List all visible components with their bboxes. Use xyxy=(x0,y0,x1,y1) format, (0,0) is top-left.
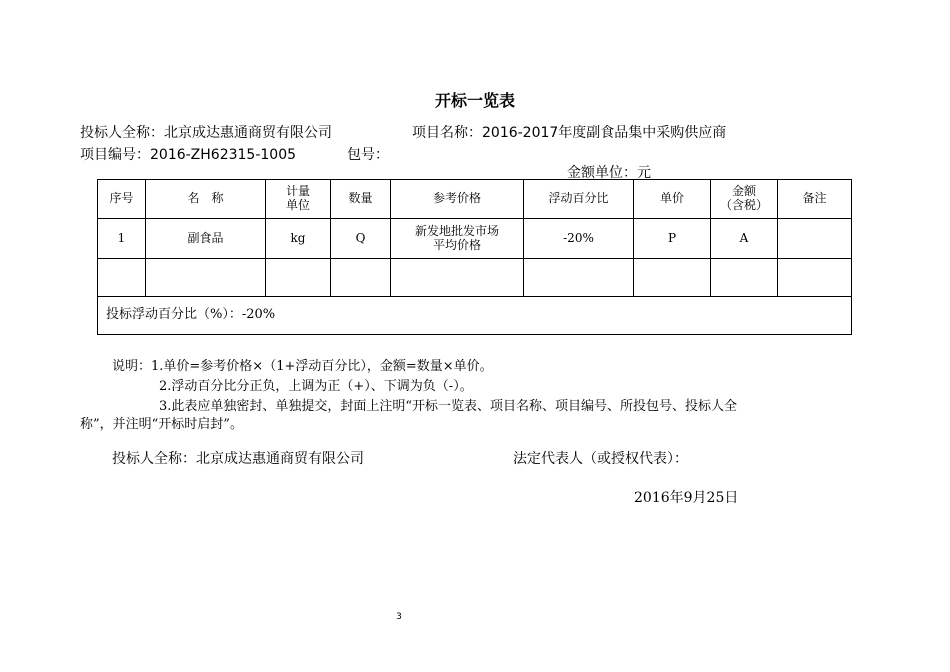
note-line-4: 称”，并注明“开标时启封”。 xyxy=(80,417,243,432)
table-header-row xyxy=(98,180,852,219)
footer-representative: 法定代表人（或授权代表）： xyxy=(513,451,688,467)
page-title: 开标一览表 xyxy=(434,91,515,110)
note-line-3: 3.此表应单独密封、单独提交，封面上注明“开标一览表、项目名称、项目编号、所投包号、投标人全 xyxy=(159,399,738,414)
table-cell: 1 xyxy=(98,219,146,259)
float-percentage-summary: 投标浮动百分比（%）：-20% xyxy=(98,297,852,335)
table-cell xyxy=(266,259,331,297)
note-line-1: 说明：1.单价=参考价格×（1+浮动百分比），金额=数量×单价。 xyxy=(112,359,493,374)
header-cell: 参考价格 xyxy=(391,180,524,219)
header-cell: 计量 单位 xyxy=(266,180,331,219)
table-cell: 新发地批发市场 平均价格 xyxy=(391,219,524,259)
table-cell: A xyxy=(711,219,778,259)
bidder-name: 投标人全称：北京成达惠通商贸有限公司 xyxy=(80,125,332,141)
header-cell: 序号 xyxy=(98,180,146,219)
header-cell: 名 称 xyxy=(146,180,266,219)
table-cell xyxy=(711,259,778,297)
table-row xyxy=(98,259,852,297)
note-line-2: 2.浮动百分比分正负，上调为正（+）、下调为负（-）。 xyxy=(159,379,473,394)
table-cell xyxy=(778,219,852,259)
table-cell: P xyxy=(634,219,711,259)
package-number: 包号： xyxy=(347,147,389,163)
header-cell: 备注 xyxy=(778,180,852,219)
signing-date: 2016年9月25日 xyxy=(634,490,739,506)
summary-row xyxy=(98,297,852,335)
table-cell: -20% xyxy=(524,219,634,259)
header-cell: 单价 xyxy=(634,180,711,219)
bid-summary-table xyxy=(97,179,852,335)
header-cell: 数量 xyxy=(331,180,391,219)
table-cell xyxy=(331,259,391,297)
project-number: 项目编号：2016-ZH62315-1005 xyxy=(80,147,297,163)
table-cell: Q xyxy=(331,219,391,259)
table-cell: 副食品 xyxy=(146,219,266,259)
table-cell xyxy=(634,259,711,297)
table-cell xyxy=(524,259,634,297)
table-cell xyxy=(98,259,146,297)
table-cell: kg xyxy=(266,219,331,259)
footer-bidder: 投标人全称：北京成达惠通商贸有限公司 xyxy=(112,451,364,467)
project-name: 项目名称：2016-2017年度副食品集中采购供应商 xyxy=(412,125,727,141)
currency-unit: 金额单位：元 xyxy=(567,165,651,181)
page-number: 3 xyxy=(396,612,402,622)
table-row xyxy=(98,219,852,259)
table-cell xyxy=(391,259,524,297)
table-cell xyxy=(778,259,852,297)
header-cell: 浮动百分比 xyxy=(524,180,634,219)
table-cell xyxy=(146,259,266,297)
header-cell: 金额 （含税） xyxy=(711,180,778,219)
